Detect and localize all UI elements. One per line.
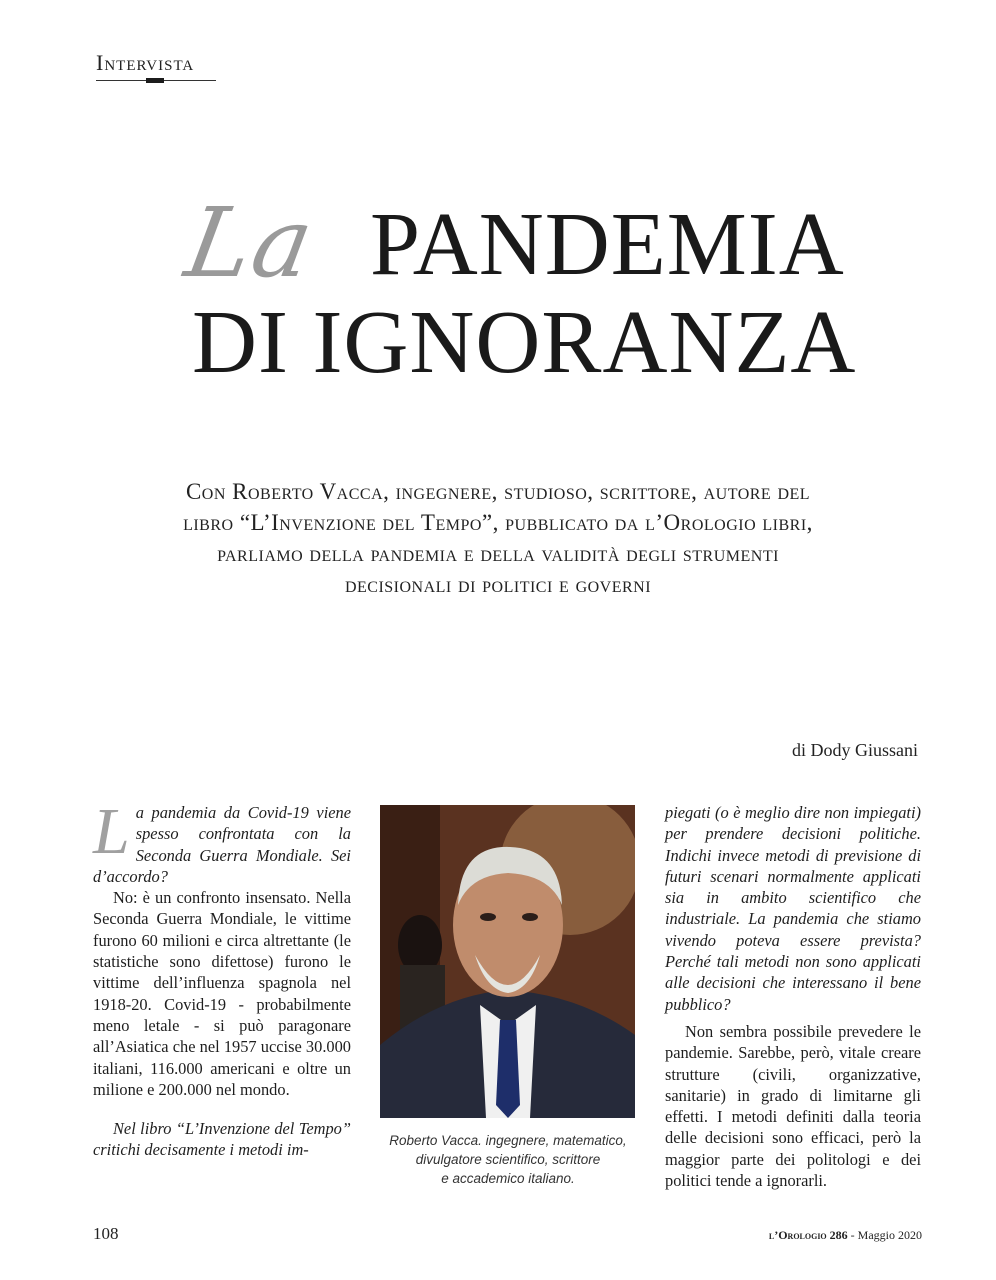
portrait-illustration <box>380 805 635 1118</box>
question-1-text: a pandemia da Covid-19 viene spesso confrontata con la Seconda Guerra Mondiale. Sei d’accordo? <box>93 803 351 886</box>
subtitle-line: parliamo della pandemia e della validità degli strumenti <box>217 541 779 566</box>
issue-number: 286 <box>829 1228 848 1242</box>
title-line-2: DI IGNORANZA <box>192 293 857 392</box>
question-1 <box>93 795 351 887</box>
title-script-word: La <box>178 187 323 299</box>
byline: di Dody Giussani <box>792 740 918 760</box>
issue-date: - Maggio 2020 <box>847 1228 922 1242</box>
subtitle <box>70 476 926 600</box>
article-column-1 <box>93 795 351 1161</box>
subtitle-line: decisionali di politici e governi <box>344 572 652 597</box>
caption-line: Roberto Vacca. ingegnere, matematico, <box>389 1133 627 1148</box>
portrait-photo <box>380 805 635 1118</box>
caption-line: divulgatore scientifico, scrittore <box>415 1152 601 1167</box>
section-label: Intervista <box>96 50 195 75</box>
subtitle-line: Con Roberto Vacca, ingegnere, studioso, scrittore, autore del <box>185 479 811 504</box>
answer-2: Non sembra possibile prevedere le pandemie. Sarebbe, però, vitale creare strutture (civili, organizzative, sanitarie) in grado di limitarne gli effetti. I metodi definiti dalla teoria delle decisioni sono efficaci, però la maggior parte dei politologi e dei politici tende a ignorarli. <box>665 1021 921 1191</box>
section-rule-mark <box>146 78 164 83</box>
caption-line: e accademico italiano. <box>441 1171 575 1186</box>
title-line-1: PANDEMIA <box>370 195 845 294</box>
question-2-start: Nel libro “L’Invenzione del Tempo” critichi decisamente i metodi im- <box>93 1119 351 1160</box>
question-2-continued: piegati (o è meglio dire non impiegati) per prendere decisioni politiche. Indichi invece metodi di previsione di futuri scenari normalmente applicati sia in ambito scientifico che industriale. La pandemia che stiamo vivendo poteva essere prevista? Perché tali metodi non sono applicati alle decisioni che interessano il bene pubblico? <box>665 803 921 1014</box>
subtitle-line: libro “L’Invenzione del Tempo”, pubblicato da l’Orologio libri, <box>183 510 813 535</box>
magazine-name: l’Orologio <box>768 1228 827 1242</box>
photo-caption <box>370 1131 646 1188</box>
footer-credit <box>769 1228 922 1243</box>
page-number: 108 <box>93 1224 119 1243</box>
article-column-3 <box>665 802 921 1191</box>
answer-1: No: è un confronto insensato. Nella Seconda Guerra Mondiale, le vittime furono 60 milioni e circa altrettante (le statistiche sono difettose) furono le vittime dell’influenza spagnola nel 1918-20. Covid-19 - probabilmente meno letale - si può paragonare all’Asiatica che nel 1957 uccise 30.000 italiani, 116.000 americani e oltre un milione e 200.000 nel mondo. <box>93 888 351 1099</box>
drop-cap: L <box>93 795 130 868</box>
